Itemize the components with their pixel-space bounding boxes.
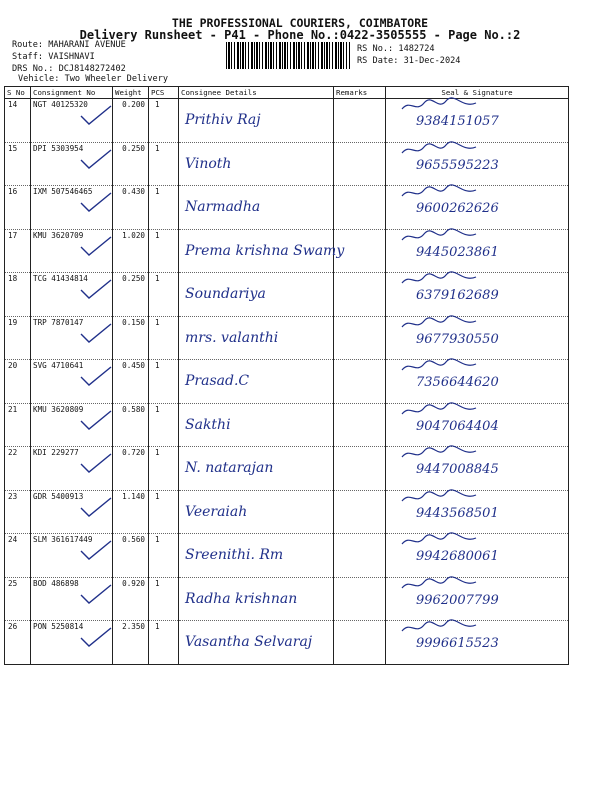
signature-scribble-icon — [400, 97, 480, 115]
recipient-phone: 9447008845 — [416, 462, 499, 477]
row-consignee — [179, 316, 334, 360]
table-row — [5, 99, 569, 143]
row-weight: 2.350 — [113, 621, 149, 665]
table-header-row — [5, 87, 569, 99]
row-consignment-no — [31, 490, 113, 534]
check-mark-icon — [79, 403, 113, 431]
row-pcs: 1 — [149, 229, 179, 273]
header-pcs: PCS — [149, 87, 179, 99]
recipient-phone: 9445023861 — [416, 244, 499, 260]
check-mark-icon — [79, 446, 113, 474]
row-signature — [386, 447, 569, 491]
row-pcs: 1 — [149, 186, 179, 230]
row-weight: 1.140 — [113, 490, 149, 534]
table-row — [5, 621, 569, 665]
consignment-text: TCG 41434814 — [33, 274, 88, 283]
consignment-text: PON 5250814 — [33, 622, 84, 631]
header-signature: Seal & Signature — [386, 87, 569, 99]
consignment-text: GDR 5400913 — [33, 491, 84, 501]
row-remarks — [334, 273, 386, 317]
table-row — [5, 273, 569, 317]
consignee-name: Vasantha Selvaraj — [185, 634, 313, 650]
table-row — [5, 577, 569, 621]
row-consignee — [179, 577, 334, 621]
check-mark-icon — [79, 272, 113, 300]
row-consignment-no — [31, 142, 113, 186]
delivery-table — [4, 86, 569, 665]
signature-scribble-icon — [400, 315, 480, 333]
consignment-text: BOD 486898 — [33, 578, 79, 588]
row-consignment-no — [31, 360, 113, 404]
row-signature — [386, 490, 569, 534]
row-sno: 19 — [5, 316, 31, 360]
check-mark-icon — [79, 490, 113, 518]
row-consignment-no — [31, 621, 113, 665]
row-consignee — [179, 447, 334, 491]
row-consignee — [179, 99, 334, 143]
row-remarks — [334, 316, 386, 360]
header-remarks: Remarks — [334, 87, 386, 99]
row-sno: 23 — [5, 490, 31, 534]
row-remarks — [334, 99, 386, 143]
row-pcs: 1 — [149, 621, 179, 665]
recipient-phone: 9443568501 — [416, 505, 499, 521]
signature-scribble-icon — [400, 141, 480, 159]
row-consignment-no — [31, 534, 113, 578]
header-consignee: Consignee Details — [179, 87, 334, 99]
row-sno: 17 — [5, 229, 31, 273]
row-pcs: 1 — [149, 577, 179, 621]
row-pcs: 1 — [149, 360, 179, 404]
table-row — [5, 142, 569, 186]
header-sno: S No — [5, 87, 31, 99]
row-signature — [386, 577, 569, 621]
consignment-text: IXM 507546465 — [33, 187, 93, 196]
row-remarks — [334, 621, 386, 665]
signature-scribble-icon — [400, 445, 480, 463]
row-sno: 22 — [5, 447, 31, 491]
row-sno: 21 — [5, 403, 31, 447]
drs-number: DRS No.: DCJ8148272402 — [12, 64, 126, 74]
signature-scribble-icon — [400, 532, 480, 550]
signature-scribble-icon — [400, 184, 480, 202]
consignee-name: Veeraiah — [185, 503, 248, 520]
row-signature — [386, 360, 569, 404]
consignee-name: Narmadha — [185, 199, 261, 215]
consignment-text: KMU 3620809 — [33, 404, 84, 414]
recipient-phone: 6379162689 — [416, 288, 499, 303]
signature-scribble-icon — [400, 402, 480, 420]
consignee-name: mrs. valanthi — [185, 329, 279, 346]
row-sno: 18 — [5, 273, 31, 317]
row-weight: 0.250 — [113, 142, 149, 186]
row-signature — [386, 534, 569, 578]
row-pcs: 1 — [149, 142, 179, 186]
row-signature — [386, 621, 569, 665]
recipient-phone: 9942680061 — [416, 549, 499, 564]
row-weight: 0.560 — [113, 534, 149, 578]
row-sno: 16 — [5, 186, 31, 230]
consignee-name: Sreenithi. Rm — [185, 547, 284, 563]
consignment-text: KMU 3620709 — [33, 230, 84, 240]
row-weight: 1.020 — [113, 229, 149, 273]
consignee-name: N. natarajan — [185, 460, 274, 476]
row-weight: 0.250 — [113, 273, 149, 317]
consignment-text: DPI 5303954 — [33, 143, 84, 153]
row-weight: 0.150 — [113, 316, 149, 360]
signature-scribble-icon — [400, 358, 480, 376]
check-mark-icon — [79, 185, 113, 213]
rs-date: RS Date: 31-Dec-2024 — [357, 56, 461, 66]
row-consignee — [179, 403, 334, 447]
row-signature — [386, 142, 569, 186]
table-row — [5, 229, 569, 273]
row-pcs: 1 — [149, 273, 179, 317]
table-row — [5, 360, 569, 404]
consignee-name: Soundariya — [185, 286, 266, 302]
row-remarks — [334, 577, 386, 621]
row-weight: 0.920 — [113, 577, 149, 621]
consignment-text: SVG 4710641 — [33, 361, 84, 370]
row-remarks — [334, 229, 386, 273]
recipient-phone: 9600262626 — [416, 201, 499, 216]
row-consignment-no — [31, 273, 113, 317]
row-signature — [386, 316, 569, 360]
check-mark-icon — [79, 142, 113, 170]
rs-number: RS No.: 1482724 — [357, 44, 435, 54]
check-mark-icon — [79, 316, 113, 344]
check-mark-icon — [79, 98, 113, 126]
row-signature — [386, 99, 569, 143]
row-remarks — [334, 186, 386, 230]
header-weight: Weight — [113, 87, 149, 99]
row-remarks — [334, 403, 386, 447]
row-pcs: 1 — [149, 447, 179, 491]
row-signature — [386, 186, 569, 230]
consignee-name: Radha krishnan — [185, 590, 298, 607]
table-row — [5, 490, 569, 534]
vehicle-label: Vehicle: Two Wheeler Delivery — [18, 74, 169, 84]
consignment-text: KDI 229277 — [33, 448, 79, 457]
row-pcs: 1 — [149, 534, 179, 578]
row-consignment-no — [31, 403, 113, 447]
table-row — [5, 534, 569, 578]
row-consignment-no — [31, 229, 113, 273]
row-remarks — [334, 490, 386, 534]
row-consignment-no — [31, 316, 113, 360]
row-remarks — [334, 360, 386, 404]
row-sno: 14 — [5, 99, 31, 143]
row-pcs: 1 — [149, 490, 179, 534]
signature-scribble-icon — [400, 619, 480, 637]
row-signature — [386, 229, 569, 273]
recipient-phone: 9962007799 — [416, 592, 499, 608]
row-consignee — [179, 229, 345, 273]
signature-scribble-icon — [400, 576, 480, 594]
check-mark-icon — [79, 620, 113, 648]
row-weight: 0.200 — [113, 99, 149, 143]
row-weight: 0.720 — [113, 447, 149, 491]
check-mark-icon — [79, 359, 113, 387]
row-remarks — [334, 447, 386, 491]
consignee-name: Prithiv Raj — [185, 112, 261, 128]
row-signature — [386, 403, 569, 447]
barcode — [226, 42, 350, 69]
row-consignee — [179, 273, 334, 317]
check-mark-icon — [79, 577, 113, 605]
row-signature — [386, 273, 569, 317]
staff-label: Staff: VAISHNAVI — [12, 52, 95, 62]
row-consignee — [179, 360, 334, 404]
consignee-name: Vinoth — [185, 155, 232, 172]
header-consignment: Consignment No — [31, 87, 113, 99]
consignment-text: NGT 40125320 — [33, 100, 88, 109]
signature-scribble-icon — [400, 228, 480, 246]
consignee-name: Prasad.C — [185, 373, 250, 389]
table-row — [5, 186, 569, 230]
consignee-name: Prema krishna Swamy — [185, 242, 345, 259]
row-consignee — [179, 490, 334, 534]
row-weight: 0.430 — [113, 186, 149, 230]
row-pcs: 1 — [149, 99, 179, 143]
signature-scribble-icon — [400, 271, 480, 289]
row-consignment-no — [31, 99, 113, 143]
recipient-phone: 7356644620 — [416, 375, 499, 390]
row-sno: 24 — [5, 534, 31, 578]
row-consignment-no — [31, 186, 113, 230]
row-consignee — [179, 534, 334, 578]
runsheet-company-title: THE PROFESSIONAL COURIERS, COIMBATORE — [171, 16, 429, 30]
route-label: Route: MAHARANI AVENUE — [12, 40, 126, 50]
table-row — [5, 403, 569, 447]
row-remarks — [334, 534, 386, 578]
recipient-phone: 9047064404 — [416, 418, 499, 434]
runsheet-subtitle: Delivery Runsheet - P41 - Phone No.:0422-3505555 - Page No.:2 — [79, 28, 521, 42]
row-weight: 0.450 — [113, 360, 149, 404]
row-sno: 25 — [5, 577, 31, 621]
recipient-phone: 9996615523 — [416, 636, 499, 651]
row-consignment-no — [31, 447, 113, 491]
row-consignment-no — [31, 577, 113, 621]
consignee-name: Sakthi — [185, 416, 231, 433]
row-weight: 0.580 — [113, 403, 149, 447]
row-pcs: 1 — [149, 403, 179, 447]
check-mark-icon — [79, 533, 113, 561]
check-mark-icon — [79, 229, 113, 257]
row-remarks — [334, 142, 386, 186]
row-sno: 26 — [5, 621, 31, 665]
consignment-text: TRP 7870147 — [33, 317, 84, 327]
recipient-phone: 9655595223 — [416, 157, 499, 173]
recipient-phone: 9384151057 — [416, 114, 499, 129]
row-consignee — [179, 621, 334, 665]
consignment-text: SLM 361617449 — [33, 535, 93, 544]
table-row — [5, 447, 569, 491]
recipient-phone: 9677930550 — [416, 331, 499, 347]
row-pcs: 1 — [149, 316, 179, 360]
signature-scribble-icon — [400, 489, 480, 507]
row-consignee — [179, 142, 334, 186]
row-consignee — [179, 186, 334, 230]
row-sno: 15 — [5, 142, 31, 186]
table-row — [5, 316, 569, 360]
row-sno: 20 — [5, 360, 31, 404]
